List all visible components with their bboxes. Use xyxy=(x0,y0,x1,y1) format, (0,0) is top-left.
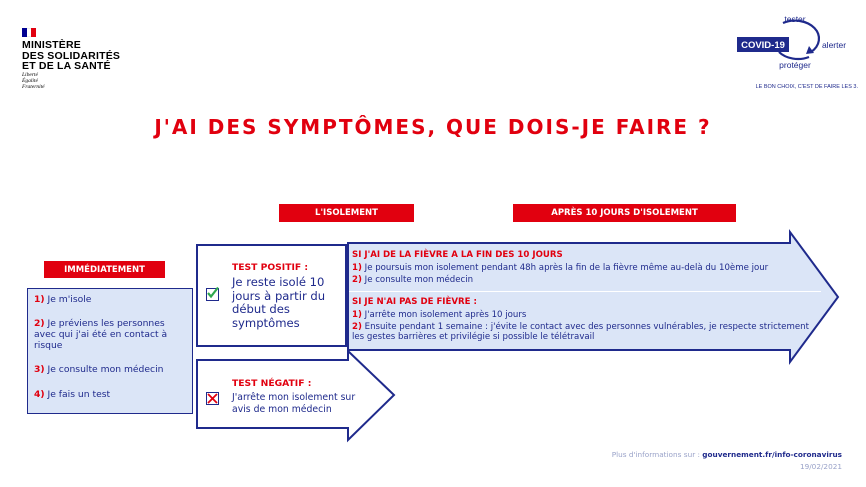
label-isolement: L'ISOLEMENT xyxy=(279,204,414,222)
list-item: 1) J'arrête mon isolement après 10 jours xyxy=(352,310,527,320)
ministry-name: MINISTÈRE DES SOLIDARITÉS ET DE LA SANTÉ xyxy=(22,39,121,72)
info-link[interactable]: gouvernement.fr/info-coronavirus xyxy=(702,450,842,459)
fever-heading: SI J'AI DE LA FIÈVRE A LA FIN DES 10 JOURS xyxy=(352,250,563,260)
immediate-steps-box xyxy=(27,288,193,414)
cross-icon xyxy=(206,392,219,405)
fever-section xyxy=(352,250,822,285)
list-item: 3) Je consulte mon médecin xyxy=(34,364,164,375)
republic-motto: Liberté Égalité Fraternité xyxy=(22,72,45,90)
covid-badge-label: COVID-19 xyxy=(741,40,785,51)
test-negatif-title: TEST NÉGATIF : xyxy=(232,378,312,389)
test-positif-title: TEST POSITIF : xyxy=(232,262,309,273)
page-title: J'AI DES SYMPTÔMES, QUE DOIS-JE FAIRE ? xyxy=(154,115,712,139)
tester-label: tester xyxy=(784,14,806,24)
label-immediatement: IMMÉDIATEMENT xyxy=(44,261,165,278)
alerter-label: alerter xyxy=(821,40,847,50)
test-positif-text: Je reste isolé 10 jours à partir du début des symptômes xyxy=(232,275,326,330)
list-item: 4) Je fais un test xyxy=(34,389,111,400)
list-item: 1) Je m'isole xyxy=(34,294,92,305)
list-item: 2) Je préviens les personnes avec qui j'ai été en contact à risque xyxy=(34,318,168,351)
footer-date: 19/02/2021 xyxy=(799,462,842,471)
proteger-label: protéger xyxy=(779,60,811,70)
test-negatif-text: J'arrête mon isolement sur avis de mon médecin xyxy=(232,392,356,415)
label-apres-isolement: APRÈS 10 JOURS D'ISOLEMENT xyxy=(513,204,736,222)
no-fever-section xyxy=(352,297,822,343)
footer-more-info: Plus d'informations sur : gouvernement.fr/info-coronavirus xyxy=(611,450,842,459)
check-icon xyxy=(206,288,219,301)
list-item: 1) Je poursuis mon isolement pendant 48h après la fin de la fièvre même au-delà du 10ème jour xyxy=(352,263,769,273)
list-item: 2) Ensuite pendant 1 semaine : j'évite le contact avec des personnes vulnérables, je respecte strictement les gestes barrières et privilégie si possible le télétravail xyxy=(352,321,809,342)
section-divider xyxy=(349,291,821,292)
list-item: 2) Je consulte mon médecin xyxy=(352,274,474,285)
campaign-tagline: LE BON CHOIX, C'EST DE FAIRE LES 3. xyxy=(755,84,858,90)
no-fever-heading: SI JE N'AI PAS DE FIÈVRE : xyxy=(352,297,477,307)
